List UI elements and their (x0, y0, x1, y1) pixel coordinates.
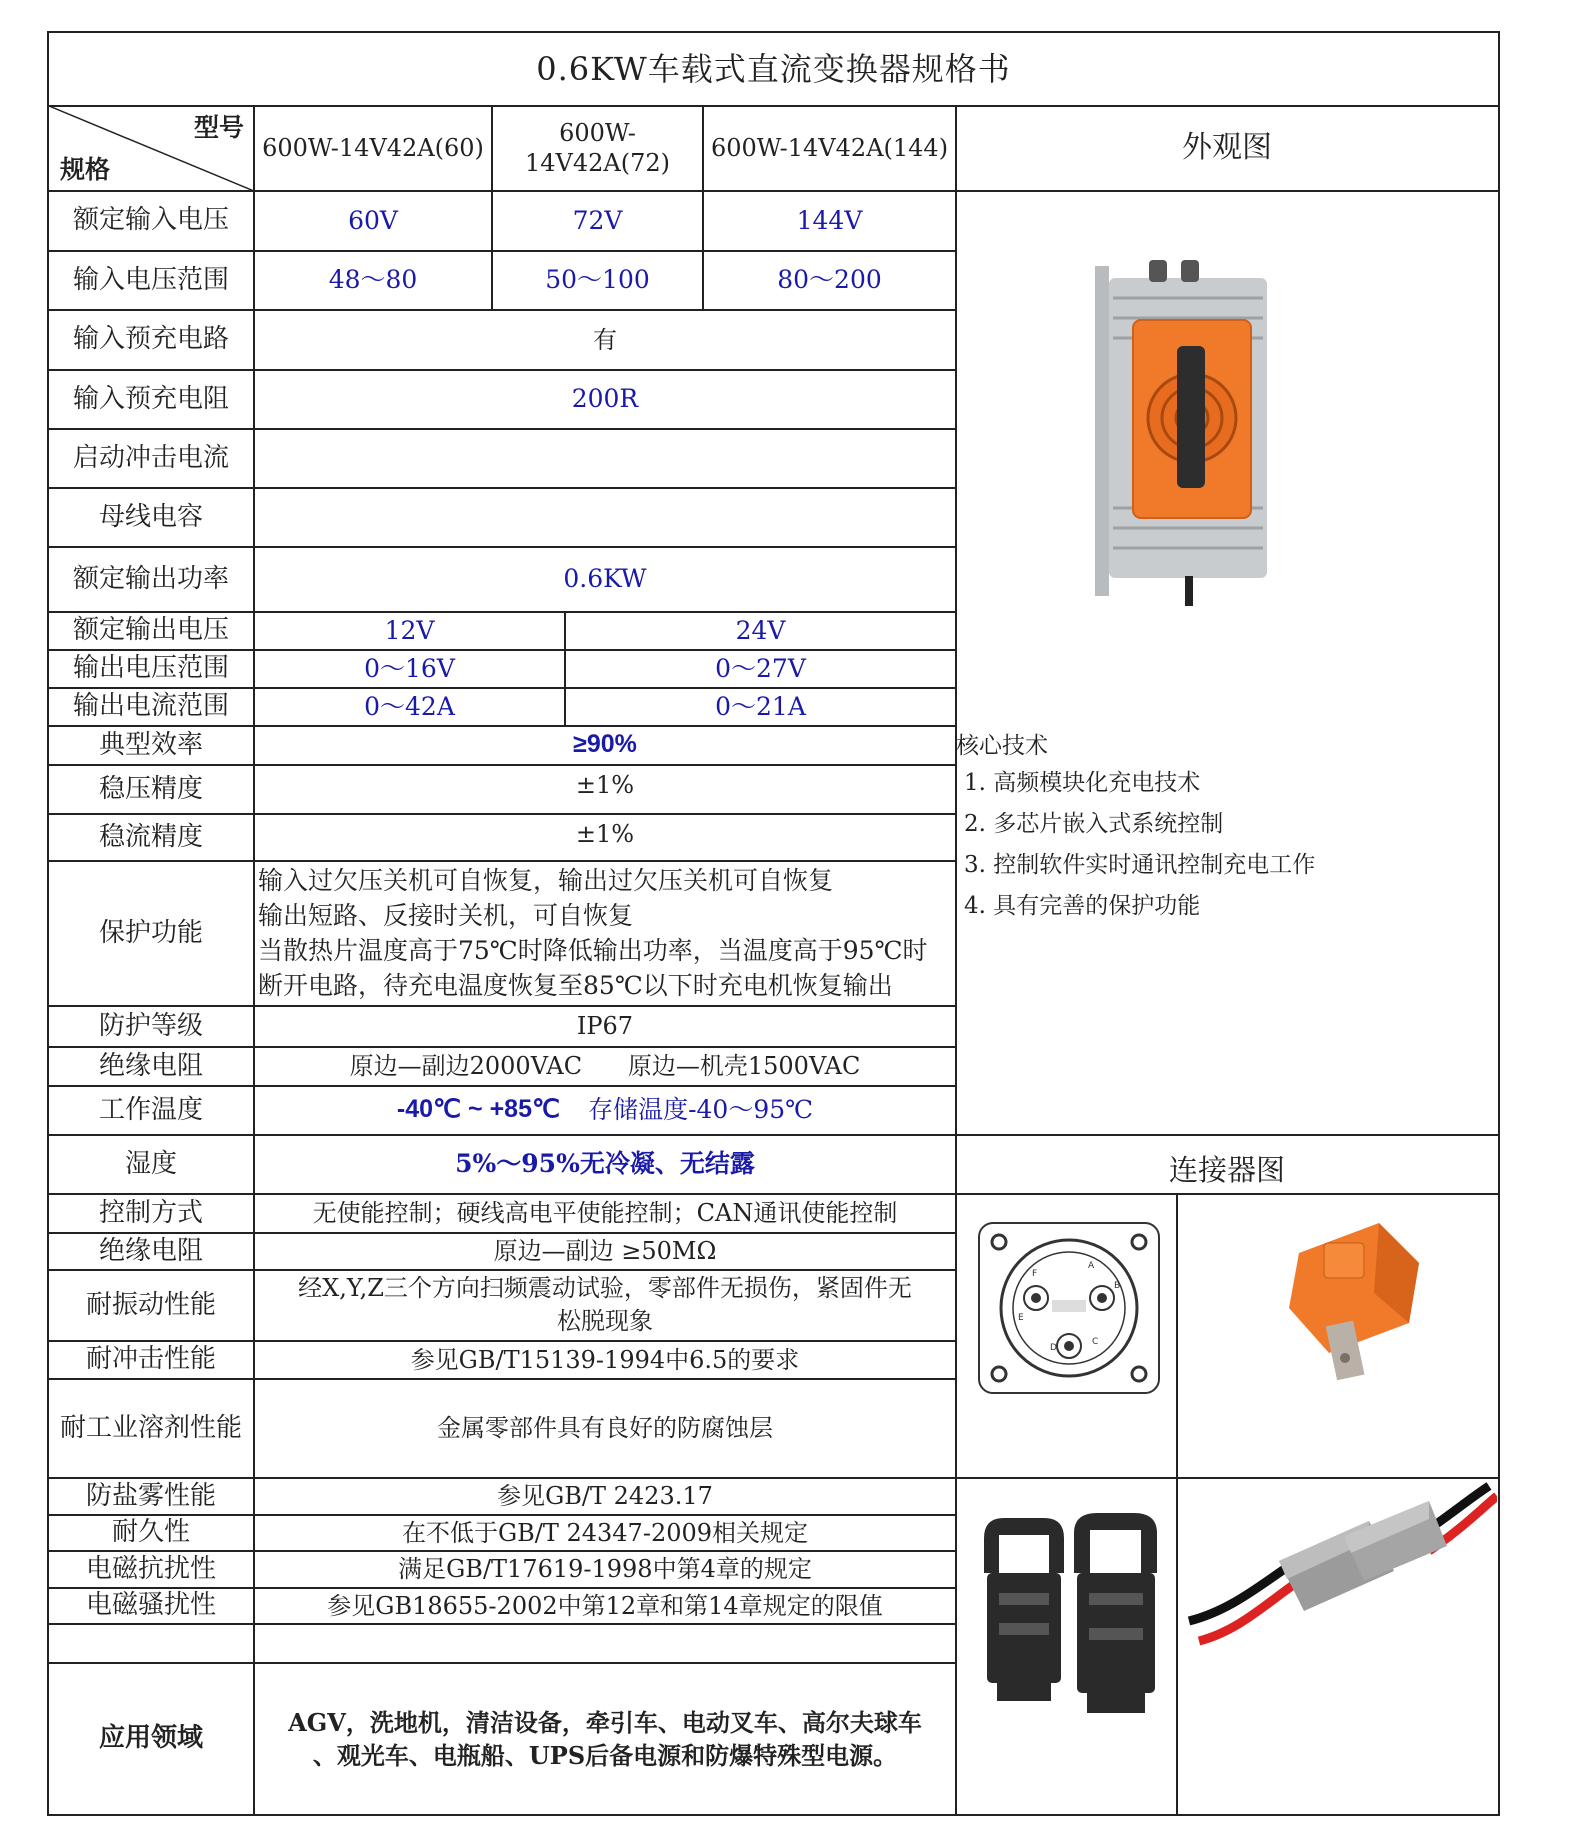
rated-input-voltage-144: 144V (796, 205, 863, 235)
humidity-value: 5%～95%无冷凝、无结露 (455, 1149, 755, 1179)
vibration-line-1: 经X,Y,Z三个方向扫频震动试验，零部件无损伤，紧固件无 (298, 1274, 912, 1302)
input-voltage-range-60: 48～80 (328, 265, 418, 295)
protection-line-2: 输出短路、反接时关机，可自恢复 (258, 901, 634, 930)
output-current-range-b: 0～21A (715, 691, 806, 721)
output-current-range-a: 0～42A (364, 691, 455, 721)
application-line-2: 、观光车、电瓶船、UPS后备电源和防爆特殊型电源。 (312, 1740, 898, 1770)
control-mode-value: 无使能控制；硬线高电平使能控制；CAN通讯使能控制 (312, 1199, 898, 1227)
current-accuracy-value: ±1% (575, 820, 635, 848)
spec-sheet (47, 31, 1500, 1816)
shock-value: 参见GB/T15139-1994中6.5的要求 (410, 1345, 800, 1374)
connector-pinout-drawing (974, 1218, 1164, 1398)
label-solvent: 耐工业溶剂性能 (59, 1412, 242, 1443)
rated-input-voltage-60: 60V (348, 205, 398, 235)
page-title: 0.6KW车载式直流变换器规格书 (536, 50, 1011, 88)
label-output-current-range: 输出电流范围 (72, 691, 229, 722)
label-control-mode: 控制方式 (98, 1197, 203, 1228)
voltage-accuracy-value: ±1% (575, 771, 635, 799)
input-voltage-range-72: 50～100 (545, 265, 650, 295)
label-bus-capacitance: 母线电容 (98, 501, 203, 532)
label-output-voltage-range: 输出电压范围 (72, 653, 229, 684)
label-typical-efficiency: 典型效率 (98, 729, 203, 760)
label-vibration: 耐振动性能 (85, 1289, 216, 1320)
protection-line-3: 当散热片温度高于75℃时降低输出功率，当温度高于95℃时 (258, 936, 928, 965)
output-voltage-range-b: 0～27V (715, 653, 806, 683)
input-voltage-range-144: 80～200 (777, 265, 882, 295)
pin-label-b: B (1114, 1281, 1121, 1291)
corner-spec-label: 规格 (59, 155, 110, 185)
vibration-value (254, 1270, 956, 1340)
orange-connector-photo (1269, 1213, 1439, 1393)
label-startup-inrush-current: 启动冲击电流 (72, 442, 229, 473)
rated-output-power-value: 0.6KW (563, 564, 647, 594)
label-input-voltage-range: 输入电压范围 (72, 264, 229, 295)
solvent-value: 金属零部件具有良好的防腐蚀层 (437, 1414, 773, 1442)
insulation-resistance-1-value: 原边—副边2000VAC 原边—机壳1500VAC (349, 1052, 861, 1080)
black-handle-connector-photo (969, 1513, 1169, 1743)
label-voltage-accuracy: 稳压精度 (98, 773, 203, 804)
label-salt-spray: 防盐雾性能 (85, 1480, 216, 1511)
pin-label-c: C (1092, 1337, 1099, 1347)
pin-label-e: E (1018, 1313, 1024, 1323)
vibration-line-2: 松脱现象 (557, 1307, 653, 1335)
model-header-60: 600W-14V42A(60) (262, 134, 484, 162)
pin-label-f: F (1032, 1269, 1038, 1279)
label-input-precharge-resistor: 输入预充电阻 (72, 383, 229, 414)
label-rated-output-power: 额定输出功率 (72, 563, 229, 594)
grey-anderson-connector-photo (1179, 1481, 1497, 1681)
protection-grade-value: IP67 (576, 1012, 634, 1040)
protection-line-1: 输入过欠压关机可自恢复，输出过欠压关机可自恢复 (258, 866, 834, 895)
startup-inrush-current-value (254, 429, 956, 487)
label-rated-output-voltage: 额定输出电压 (72, 615, 229, 646)
model-header-72: 600W-14V42A(72) (524, 119, 670, 177)
label-current-accuracy: 稳流精度 (98, 821, 203, 852)
label-ems: 电磁抗扰性 (85, 1553, 216, 1584)
bus-capacitance-value (254, 488, 956, 546)
core-tech-item-3: 3. 控制软件实时通讯控制充电工作 (964, 852, 1316, 878)
emi-value: 参见GB18655-2002中第12章和第14章规定的限值 (327, 1591, 883, 1620)
storage-temperature-range: 存储温度-40～95℃ (588, 1095, 814, 1125)
core-tech-item-2: 2. 多芯片嵌入式系统控制 (964, 811, 1224, 837)
label-humidity: 湿度 (124, 1148, 177, 1179)
core-tech-title: 核心技术 (956, 733, 1048, 759)
durability-value: 在不低于GB/T 24347-2009相关规定 (401, 1518, 809, 1547)
label-rated-input-voltage: 额定输入电压 (72, 205, 229, 236)
label-emi: 电磁骚扰性 (85, 1590, 216, 1621)
application-value (254, 1663, 956, 1814)
label-protection: 保护功能 (98, 917, 203, 948)
pin-label-a: A (1088, 1261, 1095, 1271)
ems-value: 满足GB/T17619-1998中第4章的规定 (398, 1555, 812, 1583)
input-precharge-circuit-value: 有 (593, 325, 617, 354)
appearance-title: 外观图 (1182, 130, 1272, 166)
corner-model-label: 型号 (193, 113, 244, 143)
rated-output-voltage-b: 24V (735, 615, 786, 645)
working-temperature-value (254, 1086, 956, 1134)
protection-line-4: 断开电路，待充电温度恢复至85℃以下时充电机恢复输出 (258, 971, 893, 1000)
rated-input-voltage-72: 72V (572, 205, 623, 235)
core-tech-item-1: 1. 高频模块化充电技术 (964, 770, 1201, 796)
pin-label-d: D (1050, 1343, 1057, 1353)
label-application: 应用领域 (98, 1723, 203, 1754)
label-insulation-resistance-1: 绝缘电阻 (98, 1050, 203, 1081)
application-line-1: AGV，洗地机，清洁设备，牵引车、电动叉车、高尔夫球车 (288, 1707, 922, 1737)
label-shock: 耐冲击性能 (85, 1344, 216, 1375)
input-precharge-resistor-value: 200R (571, 384, 639, 414)
protection-value (254, 861, 956, 1005)
label-input-precharge-circuit: 输入预充电路 (72, 324, 229, 355)
core-tech-item-4: 4. 具有完善的保护功能 (964, 893, 1201, 919)
insulation-resistance-2-value: 原边—副边 ≥50MΩ (493, 1237, 717, 1265)
core-tech-list (964, 763, 1315, 927)
typical-efficiency-value: ≥90% (573, 730, 637, 759)
label-durability: 耐久性 (111, 1517, 190, 1548)
working-temperature-range: -40℃ ~ +85℃ (396, 1095, 561, 1124)
output-voltage-range-a: 0～16V (364, 653, 455, 683)
label-protection-grade: 防护等级 (98, 1010, 203, 1041)
salt-spray-value: 参见GB/T 2423.17 (497, 1482, 713, 1510)
model-header-144: 600W-14V42A(144) (710, 134, 949, 162)
converter-product-photo (1089, 258, 1339, 608)
connector-title: 连接器图 (1168, 1152, 1285, 1187)
label-working-temperature: 工作温度 (98, 1094, 203, 1125)
rated-output-voltage-a: 12V (384, 615, 435, 645)
label-insulation-resistance-2: 绝缘电阻 (98, 1235, 203, 1266)
